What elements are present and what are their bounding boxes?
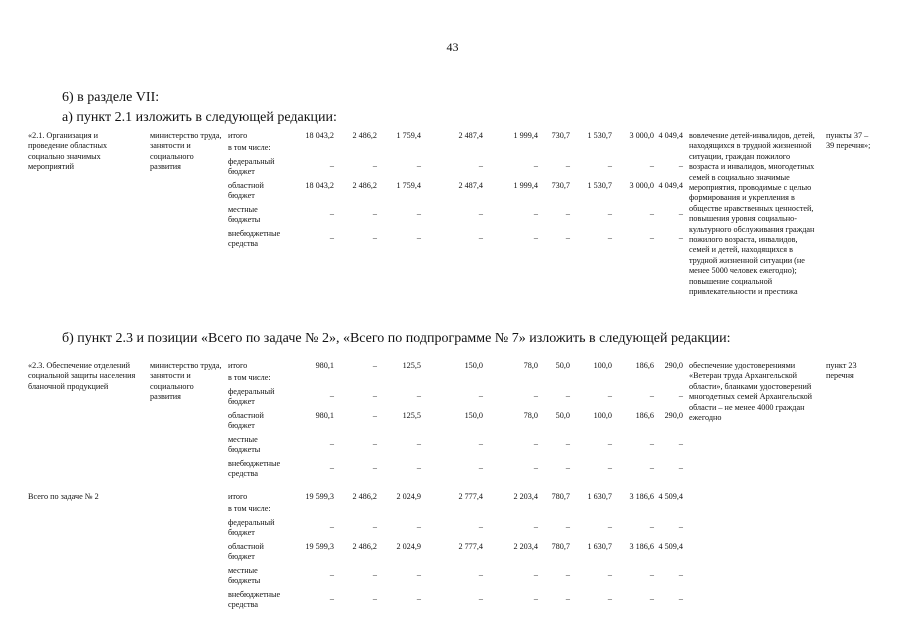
t1-value-4-0: – — [329, 209, 334, 218]
heading-section-vii: 6) в разделе VII: — [62, 90, 160, 105]
t2-value-5-7: – — [649, 463, 654, 472]
t3-value-0-5: 780,7 — [551, 492, 570, 501]
t2-value-3-8: 290,0 — [664, 411, 683, 420]
heading-item-2-1: а) пункт 2.1 изложить в следующей редакции: — [62, 110, 337, 125]
t2-value-3-6: 100,0 — [593, 411, 612, 420]
t3-value-4-1: – — [372, 570, 377, 579]
t1-value-3-3: 2 487,4 — [458, 181, 483, 190]
t2-kind-4: местные бюджеты — [228, 435, 261, 455]
t1-value-0-0: 18 043,2 — [305, 131, 334, 140]
t2-executor: министерство труда, занятости и социального развития — [150, 361, 222, 402]
t3-value-3-0: 19 599,3 — [305, 542, 334, 551]
t3-value-5-6: – — [607, 594, 612, 603]
t1-value-5-6: – — [607, 233, 612, 242]
t1-kind-1: в том числе: — [228, 143, 271, 152]
t3-value-4-7: – — [649, 570, 654, 579]
t2-value-4-2: – — [416, 439, 421, 448]
t1-value-0-6: 1 530,7 — [587, 131, 612, 140]
t1-value-0-1: 2 486,2 — [352, 131, 377, 140]
t2-value-0-7: 186,6 — [635, 361, 654, 370]
t1-value-5-7: – — [649, 233, 654, 242]
t1-value-5-5: – — [565, 233, 570, 242]
t1-value-5-3: – — [478, 233, 483, 242]
t2-value-0-8: 290,0 — [664, 361, 683, 370]
t2-value-3-1: – — [372, 411, 377, 420]
t3-value-2-5: – — [565, 522, 570, 531]
t2-value-2-8: – — [678, 391, 683, 400]
t2-value-2-4: – — [533, 391, 538, 400]
t3-value-0-1: 2 486,2 — [352, 492, 377, 501]
t2-value-0-0: 980,1 — [315, 361, 334, 370]
t3-value-2-0: – — [329, 522, 334, 531]
t1-value-3-7: 3 000,0 — [629, 181, 654, 190]
t3-value-4-2: – — [416, 570, 421, 579]
t3-value-4-5: – — [565, 570, 570, 579]
t1-value-3-2: 1 759,4 — [396, 181, 421, 190]
t3-value-4-3: – — [478, 570, 483, 579]
t2-result: обеспечение удостоверениями «Ветеран труда Архангельской области», бланками удостоверений многодетных семей Архангельской области – не менее 4000 граждан ежегодно — [689, 361, 813, 423]
t3-value-0-8: 4 509,4 — [658, 492, 683, 501]
t3-kind-4: местные бюджеты — [228, 566, 261, 586]
t3-value-3-1: 2 486,2 — [352, 542, 377, 551]
t2-value-3-3: 150,0 — [464, 411, 483, 420]
t3-value-4-8: – — [678, 570, 683, 579]
t3-value-2-4: – — [533, 522, 538, 531]
t2-value-0-3: 150,0 — [464, 361, 483, 370]
t3-value-5-4: – — [533, 594, 538, 603]
t1-value-5-0: – — [329, 233, 334, 242]
t1-kind-2: федеральный бюджет — [228, 157, 275, 177]
t3-kind-3: областной бюджет — [228, 542, 264, 562]
t3-kind-2: федеральный бюджет — [228, 518, 275, 538]
t3-value-5-0: – — [329, 594, 334, 603]
t1-value-0-8: 4 049,4 — [658, 131, 683, 140]
t3-value-2-1: – — [372, 522, 377, 531]
t2-value-2-3: – — [478, 391, 483, 400]
t1-value-2-7: – — [649, 161, 654, 170]
t3-value-5-5: – — [565, 594, 570, 603]
t3-value-2-6: – — [607, 522, 612, 531]
t2-kind-3: областной бюджет — [228, 411, 264, 431]
t2-value-5-1: – — [372, 463, 377, 472]
t2-value-4-6: – — [607, 439, 612, 448]
t2-kind-0: итого — [228, 361, 248, 370]
t1-value-0-7: 3 000,0 — [629, 131, 654, 140]
t1-executor: министерство труда, занятости и социального развития — [150, 131, 222, 172]
t2-value-3-0: 980,1 — [315, 411, 334, 420]
t3-value-3-6: 1 630,7 — [587, 542, 612, 551]
t3-value-0-7: 3 186,6 — [629, 492, 654, 501]
t3-value-4-6: – — [607, 570, 612, 579]
t1-name: «2.1. Организация и проведение областных социально значимых мероприятий — [28, 131, 108, 172]
t2-value-5-6: – — [607, 463, 612, 472]
t2-kind-1: в том числе: — [228, 373, 271, 382]
t1-value-3-6: 1 530,7 — [587, 181, 612, 190]
t1-kind-0: итого — [228, 131, 248, 140]
t3-value-3-2: 2 024,9 — [396, 542, 421, 551]
t1-value-4-6: – — [607, 209, 612, 218]
t1-value-0-4: 1 999,4 — [513, 131, 538, 140]
t3-value-0-6: 1 630,7 — [587, 492, 612, 501]
t2-value-0-2: 125,5 — [402, 361, 421, 370]
t1-value-4-1: – — [372, 209, 377, 218]
t1-value-2-4: – — [533, 161, 538, 170]
t2-value-4-1: – — [372, 439, 377, 448]
t3-value-3-3: 2 777,4 — [458, 542, 483, 551]
t1-value-0-3: 2 487,4 — [458, 131, 483, 140]
t1-value-4-3: – — [478, 209, 483, 218]
t2-value-0-6: 100,0 — [593, 361, 612, 370]
t1-value-0-2: 1 759,4 — [396, 131, 421, 140]
t1-value-3-1: 2 486,2 — [352, 181, 377, 190]
t3-value-3-8: 4 509,4 — [658, 542, 683, 551]
t3-value-2-3: – — [478, 522, 483, 531]
t2-value-2-5: – — [565, 391, 570, 400]
t2-value-3-2: 125,5 — [402, 411, 421, 420]
t3-value-5-8: – — [678, 594, 683, 603]
t2-value-2-6: – — [607, 391, 612, 400]
t2-value-5-3: – — [478, 463, 483, 472]
t3-value-0-3: 2 777,4 — [458, 492, 483, 501]
t2-value-5-0: – — [329, 463, 334, 472]
t2-name: «2.3. Обеспечение отделений социальной защиты населения бланочной продукцией — [28, 361, 136, 391]
t3-name: Всего по задаче № 2 — [28, 492, 99, 501]
t3-value-0-0: 19 599,3 — [305, 492, 334, 501]
t1-value-3-8: 4 049,4 — [658, 181, 683, 190]
t3-value-4-4: – — [533, 570, 538, 579]
t2-value-3-5: 50,0 — [555, 411, 570, 420]
t1-ref: пункты 37 – 39 перечня»; — [826, 131, 871, 151]
t1-value-2-5: – — [565, 161, 570, 170]
t1-value-5-4: – — [533, 233, 538, 242]
t2-value-2-0: – — [329, 391, 334, 400]
t2-value-2-1: – — [372, 391, 377, 400]
t2-value-4-4: – — [533, 439, 538, 448]
t2-value-5-5: – — [565, 463, 570, 472]
t2-value-4-7: – — [649, 439, 654, 448]
t1-value-5-1: – — [372, 233, 377, 242]
t3-kind-5: внебюджетные средства — [228, 590, 281, 610]
t2-value-3-7: 186,6 — [635, 411, 654, 420]
t3-value-5-7: – — [649, 594, 654, 603]
t1-value-0-5: 730,7 — [551, 131, 570, 140]
t1-value-2-3: – — [478, 161, 483, 170]
t1-kind-4: местные бюджеты — [228, 205, 261, 225]
t3-value-4-0: – — [329, 570, 334, 579]
t2-kind-5: внебюджетные средства — [228, 459, 281, 479]
t3-kind-1: в том числе: — [228, 504, 271, 513]
t2-value-2-7: – — [649, 391, 654, 400]
t2-value-5-4: – — [533, 463, 538, 472]
t1-value-4-7: – — [649, 209, 654, 218]
t1-value-3-4: 1 999,4 — [513, 181, 538, 190]
t1-value-4-5: – — [565, 209, 570, 218]
t2-value-5-2: – — [416, 463, 421, 472]
t3-value-5-2: – — [416, 594, 421, 603]
t1-value-5-8: – — [678, 233, 683, 242]
t1-value-2-6: – — [607, 161, 612, 170]
t2-value-5-8: – — [678, 463, 683, 472]
t3-value-0-2: 2 024,9 — [396, 492, 421, 501]
t1-value-2-0: – — [329, 161, 334, 170]
t2-ref: пункт 23 перечня — [826, 361, 857, 381]
t1-value-4-2: – — [416, 209, 421, 218]
t2-value-0-1: – — [372, 361, 377, 370]
t3-value-2-8: – — [678, 522, 683, 531]
t3-value-3-4: 2 203,4 — [513, 542, 538, 551]
t2-value-4-0: – — [329, 439, 334, 448]
t3-value-5-1: – — [372, 594, 377, 603]
t3-value-3-5: 780,7 — [551, 542, 570, 551]
t3-kind-0: итого — [228, 492, 248, 501]
heading-item-2-3: б) пункт 2.3 и позиции «Всего по задаче № 2», «Всего по подпрограмме № 7» изложить в следующей редакции: — [62, 331, 731, 346]
t1-value-2-1: – — [372, 161, 377, 170]
t2-value-2-2: – — [416, 391, 421, 400]
t1-kind-3: областной бюджет — [228, 181, 264, 201]
t1-value-2-8: – — [678, 161, 683, 170]
t2-value-4-8: – — [678, 439, 683, 448]
t1-value-3-5: 730,7 — [551, 181, 570, 190]
t2-value-0-5: 50,0 — [555, 361, 570, 370]
t1-value-5-2: – — [416, 233, 421, 242]
t1-value-4-4: – — [533, 209, 538, 218]
t1-kind-5: внебюджетные средства — [228, 229, 281, 249]
t3-value-3-7: 3 186,6 — [629, 542, 654, 551]
t2-kind-2: федеральный бюджет — [228, 387, 275, 407]
t3-value-5-3: – — [478, 594, 483, 603]
t2-value-0-4: 78,0 — [523, 361, 538, 370]
t2-value-4-5: – — [565, 439, 570, 448]
t2-value-4-3: – — [478, 439, 483, 448]
t1-value-4-8: – — [678, 209, 683, 218]
t1-result: вовлечение детей-инвалидов, детей, находящихся в трудной жизненной ситуации, граждан пожилого возраста и инвалидов, многодетных семей в социально значимые мероприятия, проводимые с целью формирования и укрепления в обществе нравственных ценностей, повышения уровня социально-культурного обслуживания граждан пожилого возраста, инвалидов, семей и детей, находящихся в трудной жизненной ситуации (не менее 5000 человек ежегодно); повышение социальной привлекательности и престижа — [689, 131, 815, 297]
t1-value-2-2: – — [416, 161, 421, 170]
t2-value-3-4: 78,0 — [523, 411, 538, 420]
t3-value-2-7: – — [649, 522, 654, 531]
t3-value-0-4: 2 203,4 — [513, 492, 538, 501]
t1-value-3-0: 18 043,2 — [305, 181, 334, 190]
t3-value-2-2: – — [416, 522, 421, 531]
page-number: 43 — [446, 40, 459, 54]
